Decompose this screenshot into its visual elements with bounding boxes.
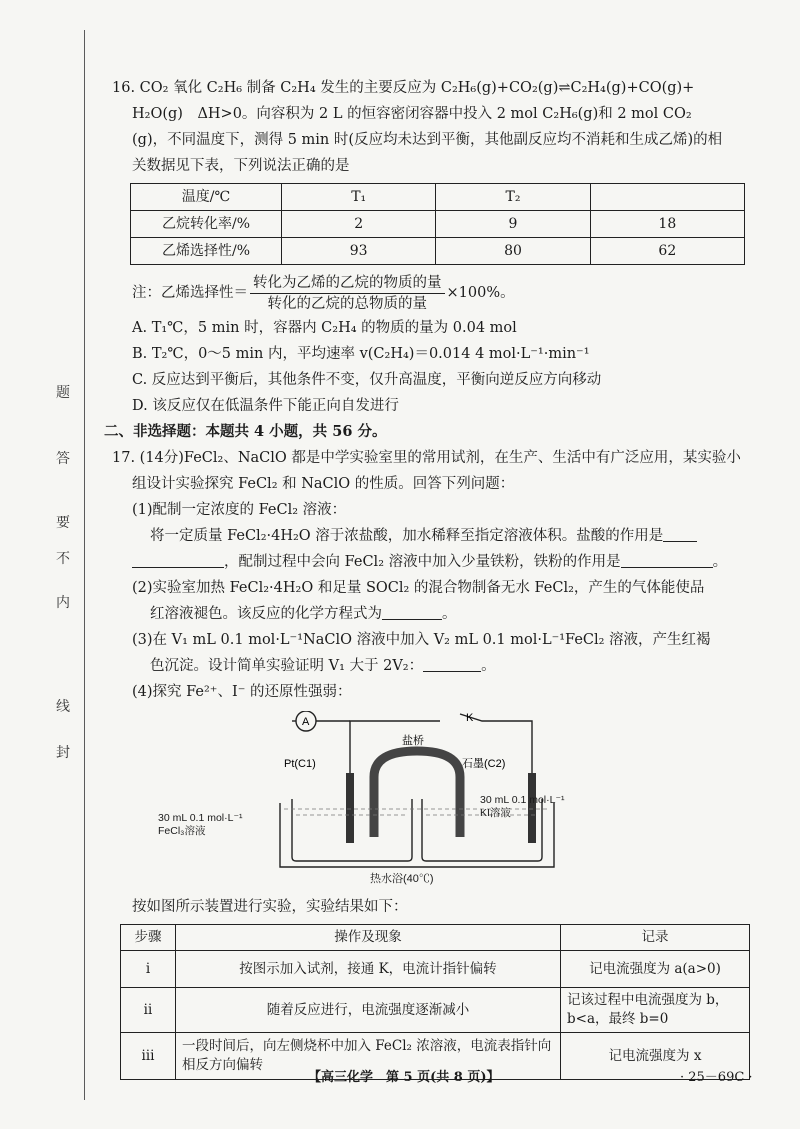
footer-code: · 25－69C · xyxy=(680,1070,753,1085)
table-cell: 记电流强度为 x xyxy=(561,1033,750,1080)
right-solution-name: KI溶液 xyxy=(480,807,511,819)
table-header-cell: 操作及现象 xyxy=(176,925,561,951)
q17-part-1b-end: 。 xyxy=(712,554,728,570)
table-cell: 93 xyxy=(282,238,436,265)
q17-intro: 按如图所示装置进行实验，实验结果如下： xyxy=(132,899,408,915)
q16-data-table xyxy=(130,183,745,265)
q17-part-2b-end: 。 xyxy=(442,606,457,622)
binding-line xyxy=(84,30,85,1100)
q17-part-1b-text: ，配制过程中会向 FeCl₂ 溶液中加入少量铁粉，铁粉的作用是 xyxy=(224,554,621,570)
table-cell: ⅰ xyxy=(121,951,176,988)
q17-line-1: 17. (14分)FeCl₂、NaClO 都是中学实验室里的常用试剂，在生产、生活中有广泛应用，某实验小 xyxy=(112,450,741,466)
water-bath-label: 热水浴(40℃) xyxy=(370,873,434,885)
note-suffix: ×100%。 xyxy=(446,285,515,301)
option-a: A. T₁℃，5 min 时，容器内 C₂H₄ 的物质的量为 0.04 mol xyxy=(132,320,517,336)
selectivity-fraction xyxy=(250,273,445,314)
footer-page-info: 【高三化学 第 5 页(共 8 页)】 xyxy=(308,1070,500,1085)
table-cell: 随着反应进行，电流强度逐渐减小 xyxy=(176,988,561,1033)
table-cell: 乙烷转化率/% xyxy=(131,211,282,238)
salt-bridge-label: 盐桥 xyxy=(402,735,424,747)
section-2-heading: 二、非选择题：本题共 4 小题，共 56 分。 xyxy=(104,423,387,440)
q16-line-1: 16. CO₂ 氧化 C₂H₆ 制备 C₂H₄ 发生的主要反应为 C₂H₆(g)+CO₂(g)⇌C₂H₄(g)+CO(g)+ xyxy=(112,80,695,96)
q17-part-2a: (2)实验室加热 FeCl₂·4H₂O 和足量 SOCl₂ 的混合物制备无水 FeCl₂，产生的气体能使品 xyxy=(132,580,705,596)
answer-blank xyxy=(382,603,442,620)
exam-content xyxy=(104,75,752,1080)
q17-part-3b-end: 。 xyxy=(481,658,496,674)
q17-part-1: (1)配制一定浓度的 FeCl₂ 溶液： xyxy=(132,502,347,518)
left-electrode-label: Pt(C1) xyxy=(284,758,316,770)
q16-line-2: H₂O(g) ΔH>0。向容积为 2 L 的恒容密闭容器中投入 2 mol C₂H₆(g)和 2 mol CO₂ xyxy=(132,106,692,122)
table-cell: 按图示加入试剂，接通 K，电流计指针偏转 xyxy=(176,951,561,988)
side-char-6: 线 xyxy=(56,699,70,715)
left-electrode xyxy=(346,773,354,843)
option-b: B. T₂℃，0～5 min 内，平均速率 v(C₂H₄)＝0.014 4 mol·L⁻¹·min⁻¹ xyxy=(132,346,590,362)
q17-results-table xyxy=(120,924,750,1080)
fraction-numerator: 转化为乙烯的乙烷的物质的量 xyxy=(250,273,445,294)
table-cell: ⅱ xyxy=(121,988,176,1033)
q17-part-1a xyxy=(112,523,752,549)
table-cell: 2 xyxy=(282,211,436,238)
side-char-7: 封 xyxy=(56,745,70,761)
q17-part-1b xyxy=(112,549,752,575)
table-header-cell: 步骤 xyxy=(121,925,176,951)
table-cell: 9 xyxy=(436,211,590,238)
q17-part-3b-text: 色沉淀。设计简单实验证明 V₁ 大于 2V₂： xyxy=(150,658,424,674)
table-cell: 记电流强度为 a(a>0) xyxy=(561,951,750,988)
left-solution-name: FeCl₃溶液 xyxy=(158,825,206,837)
q16-line-4: 关数据见下表，下列说法正确的是 xyxy=(132,158,350,174)
table-row xyxy=(121,988,750,1033)
table-header-cell: 温度/℃ xyxy=(131,184,282,211)
answer-blank xyxy=(621,551,713,568)
table-row xyxy=(121,925,750,951)
table-row xyxy=(121,951,750,988)
left-solution-conc: 30 mL 0.1 mol·L⁻¹ xyxy=(158,812,243,824)
fraction-denominator: 转化的乙烷的总物质的量 xyxy=(267,295,427,312)
right-solution-label xyxy=(480,794,565,820)
table-row xyxy=(131,184,745,211)
q17-part-2b-text: 红溶液褪色。该反应的化学方程式为 xyxy=(150,606,382,622)
table-cell: ⅲ xyxy=(121,1033,176,1080)
answer-blank xyxy=(423,655,481,672)
table-header-cell: T₁ xyxy=(282,184,436,211)
ammeter-label: A xyxy=(302,716,310,728)
q17-part-1a-text: 将一定质量 FeCl₂·4H₂O 溶于浓盐酸，加水稀释至指定溶液体积。盐酸的作用是 xyxy=(150,528,664,544)
side-char-1: 题 xyxy=(56,385,70,401)
left-solution-label xyxy=(158,812,243,838)
q17-part-3b xyxy=(112,653,752,679)
table-cell: 乙烯选择性/% xyxy=(131,238,282,265)
side-char-5: 内 xyxy=(56,595,70,611)
q17-part-3a: (3)在 V₁ mL 0.1 mol·L⁻¹NaClO 溶液中加入 V₂ mL 0.1 mol·L⁻¹FeCl₂ 溶液，产生红褐 xyxy=(132,632,711,648)
table-cell: 62 xyxy=(590,238,744,265)
q17-part-4: (4)探究 Fe²⁺、I⁻ 的还原性强弱： xyxy=(132,684,352,700)
table-cell: 一段时间后，向左侧烧杯中加入 FeCl₂ 浓溶液，电流表指针向相反方向偏转 xyxy=(176,1033,561,1080)
side-char-3: 要 xyxy=(56,515,70,531)
right-solution-conc: 30 mL 0.1 mol·L⁻¹ xyxy=(480,794,565,806)
answer-blank xyxy=(663,525,697,542)
option-d: D. 该反应仅在低温条件下能正向自发进行 xyxy=(132,398,399,414)
q17-line-2: 组设计实验探究 FeCl₂ 和 NaClO 的性质。回答下列问题： xyxy=(132,476,515,492)
q16-line-3: (g)，不同温度下，测得 5 min 时(反应均未达到平衡，其他副反应均不消耗和生成乙烯)的相 xyxy=(132,132,723,148)
option-c: C. 反应达到平衡后，其他条件不变，仅升高温度，平衡向逆反应方向移动 xyxy=(132,372,602,388)
table-row xyxy=(131,238,745,265)
q17-part-2b xyxy=(112,601,752,627)
switch-label: K xyxy=(466,712,474,724)
table-row xyxy=(131,211,745,238)
table-header-cell: T₂ xyxy=(436,184,590,211)
q16-note xyxy=(112,271,752,315)
table-header-cell xyxy=(590,184,744,211)
table-cell: 80 xyxy=(436,238,590,265)
table-cell: 18 xyxy=(590,211,744,238)
side-char-4: 不 xyxy=(56,551,70,567)
note-prefix: 注：乙烯选择性＝ xyxy=(132,285,248,301)
right-electrode-label: 石墨(C2) xyxy=(462,758,506,770)
salt-bridge-tube xyxy=(374,751,460,837)
side-char-2: 答 xyxy=(56,451,70,467)
answer-blank xyxy=(132,551,224,568)
table-header-cell: 记录 xyxy=(561,925,750,951)
table-cell: 记该过程中电流强度为 b，b<a，最终 b=0 xyxy=(561,988,750,1033)
